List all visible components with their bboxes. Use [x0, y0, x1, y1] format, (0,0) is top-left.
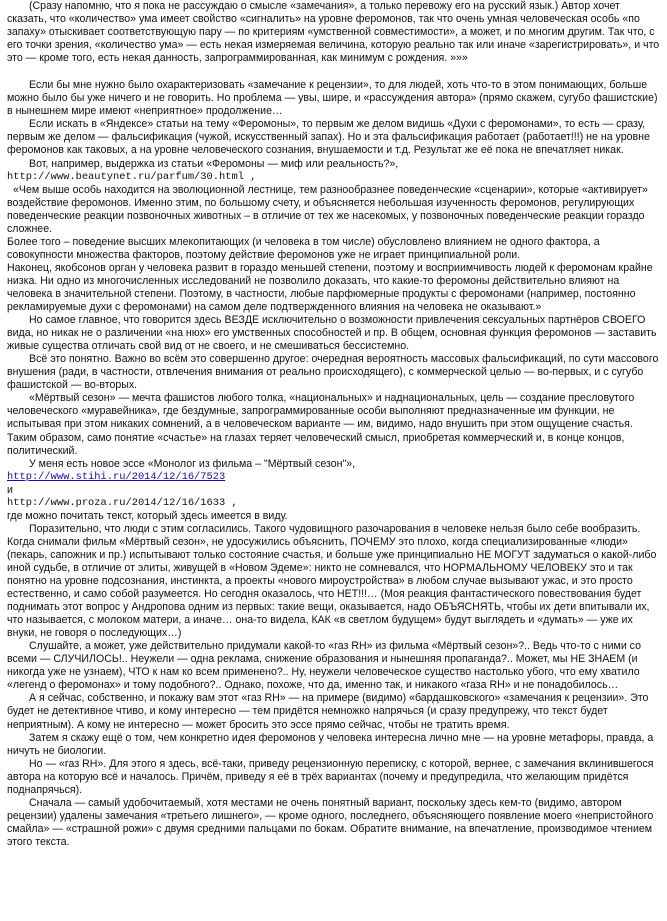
paragraph: А я сейчас, собственно, и покажу вам этот «газ RH» — на примере (видимо) «бардашковского» «замечания к рецензии». Это будет не детективное чтиво, и кому интересно — тем придётся немножко напрячься (и сразу предупрежу, что текст будет неприятным). А кому не интересно — может бросить это эссе прямо сейчас, чтобы не тратить время. — [7, 692, 649, 731]
quote-paragraph: Наконец, якобсонов орган у человека развит в гораздо меньшей степени, поэтому и восприимчивость людей к феромонам крайне низка. Ни одно из многочисленных исследований не позволило доказать, что какие-то феромоны действительно влияют на человека в значительной степени. Поэтому, в частности, любые парфюмерные продукты с феромонами (например, постоянно рекламируемые духи с феромонами) на самом деле подтвержденного влияния на человека не оказывают.» — [7, 261, 653, 314]
paragraph: Поразительно, что люди с этим согласились. Такого чудовищного разочарования в человеке нельзя было себе вообразить. Когда снимали фильм «Мёртвый сезон», не удосужились объяснить, ПОЧЕМУ это плохо, когда специализированные «люди» (пекарь, сапожник и пр.) испытывают только состояние счастья, и больше уже принципиально НЕ МОГУТ задуматься о какой-либо иной судьбе, в отличие от элиты, живущей в «Новом Эдеме»: никто не сомневался, что НОРМАЛЬНОМУ ЧЕЛОВЕКУ это и так понятно на уровне подсознания, инстинкта, а проекты «нового мироустройства» в любом случае вызывают ужас, и это просто естественно, и само собой разумеется. Но сегодня оказалось, что НЕТ!!!… (Моя реакция фантастического повествования будет поднимать этот вопрос у Андропова одним из первых: такие вещи, оказывается, надо ОБЪЯСНЯТЬ, чтобы их дети впитывали их, что называется, с молоком матери, а иначе… она-то видела, КАК «в светлом будущем» будут выглядеть и «думать» — уже их внуки, не говоря о последующих…) — [7, 522, 657, 640]
paragraph: Сначала — самый удобочитаемый, хотя местами не очень понятный вариант, поскольку здесь кем-то (видимо, автором рецензии) удалены замечания «третьего лишнего», — кроме одного, последнего, объясняющего появление моего «непристойного смайла» — «страшной рожи» с двумя средними пальцами по бокам. Обратите внимание, на впечатление, производимое чтением этого текста. — [7, 796, 654, 848]
paragraph: «Мёртвый сезон» — мечта фашистов любого толка, «национальных» и наднациональных, цель — создание пресловутого человеческого «муравейника», где бездумные, запрограммированные особи выполняют предназначенные им функции, не испытывая при этом никаких сомнений, а в человеческом варианте — им, видимо, надо внушить при этом ощущение счастья. Таким образом, само понятие «счастье» на глазах теряет человеческий смысл, приобретая коммерческий и, в конце концов, политический. — [7, 392, 635, 457]
quote-paragraph: Более того – поведение высших млекопитающих (и человека в том числе) обусловлено влиянием не одного фактора, а совокупности множества факторов, поэтому действие феромонов уже не играет принципиальной роли. — [7, 235, 600, 261]
paragraph: Но самое главное, что говорится здесь ВЕЗДЕ исключительно о возможности привлечения сексуальных партнёров СВОЕГО вида, но никак не о различении «на нюх» его умственных способностей и пр. В общем, основная функция феромонов — заставить живые существа отличать свой вид от не своего, и не смешиваться бессистемно. — [7, 314, 657, 353]
quote-paragraph: «Чем выше особь находится на эволюционной лестнице, тем разнообразнее поведенческие «сценарии», которые «активирует» воздействие феромонов. Именно этим, по большому счету, и объясняется небольшая изученность феромонов, регулирующих поведенческие реакции позвоночных животных – в отличие от тех же насекомых, у позвоночных поведенческие реакции гораздо сложнее. — [7, 183, 648, 235]
stihi-link-line — [7, 471, 662, 484]
proza-url: http://www.proza.ru/2014/12/16/1633 , — [7, 496, 238, 509]
paragraph: Слушайте, а может, уже действительно придумали какой-то «газ RH» из фильма «Мёртвый сезон»?.. Ведь что-то с ними со всеми — СЛУЧИЛОСЬ!.. Неужели — одна реклама, снижение образования и нынешняя пропаганда?.. Может, мы НЕ ЗНАЕМ (и никогда уже не узнаем), ЧТО к нам ко всем применено?.. Ну, неужели человеческое существо настолько убого, что ему хватило «легенд о феромонах» и тому подобного?.. Однако, похоже, что да, именно так, и никакого «газа RH» и не понадобилось… — [7, 640, 641, 692]
paragraph: У меня есть новое эссе «Монолог из фильма – "Мёртвый сезон"», — [29, 457, 356, 470]
paragraph: (Сразу напомню, что я пока не рассуждаю о смысле «замечания», а только перевожу его на русский язык.) Автор хочет сказать, что «количество» ума имеет свойство «сигналить» на уровне феромонов, так что очень умная человеческая особь «по запаху» отыскивает соответствующую пару — по критериям «умственной совместимости», а может, и по многим другим. Так что, с его точки зрения, «количество ума» — есть некая измеряемая величина, которую реально так или иначе «зарегистрировать», и что это — кроме того, есть некая данность, запрограммированная, как минимум с рождения. »»» — [7, 0, 660, 65]
blank-line — [7, 65, 662, 79]
source-url: http://www.beautynet.ru/parfum/30.html , — [7, 170, 257, 183]
paragraph: Если бы мне нужно было охарактеризовать «замечание к рецензии», то для людей, хоть что-то в этом понимающих, больше можно было бы уже ничего и не говорить. Но проблема — увы, шире, и «рассуждения автора» (прямо скажем, сугубо фашистские) в нынешнем мире имеют «неприятное» продолжение… — [7, 79, 658, 118]
stihi-link[interactable]: http://www.stihi.ru/2014/12/16/7523 — [7, 470, 226, 483]
document-page — [7, 0, 662, 849]
paragraph: Затем я скажу ещё о том, чем конкретно идея феромонов у человека интересна лично мне — на уровне метафоры, правда, а ничуть не биологии. — [7, 731, 654, 757]
conjunction-line: и — [7, 483, 13, 496]
paragraph: Вот, например, выдержка из статьи «Феромоны — миф или реальность?», — [29, 157, 399, 170]
paragraph: Всё это понятно. Важно во всём это совершенно другое: очередная вероятность массовых фальсификаций, по сути массового внушения (ради, в частности, отвлечения внимания от реально происходящего), с коммерческой целью — во-первых, и с сугубо фашистской — во-вторых. — [7, 353, 659, 392]
paragraph: Если искать в «Яндексе» статьи на тему «Феромоны», то первым же делом видишь «Духи с феромонами», то есть — сразу, первым же делом — фальсификация (чужой, искусственный запах). Но и эта фальсификация работает (работает!!!) не на уровне феромонов как таковых, а на уровне человеческого сознания, внушаемости и т.д. Результат же её пока не впечатляет никак. — [7, 118, 650, 157]
paragraph: Но — «газ RH». Для этого я здесь, всё-таки, приведу рецензионную переписку, с которой, вернее, с замечания вклинившегося автора на которую всё и началось. Причём, приведу я её в трёх вариантах (почему и предупредила, что желающим придётся поднапрячься). — [7, 757, 654, 796]
paragraph: где можно почитать текст, который здесь имеется в виду. — [7, 509, 288, 522]
